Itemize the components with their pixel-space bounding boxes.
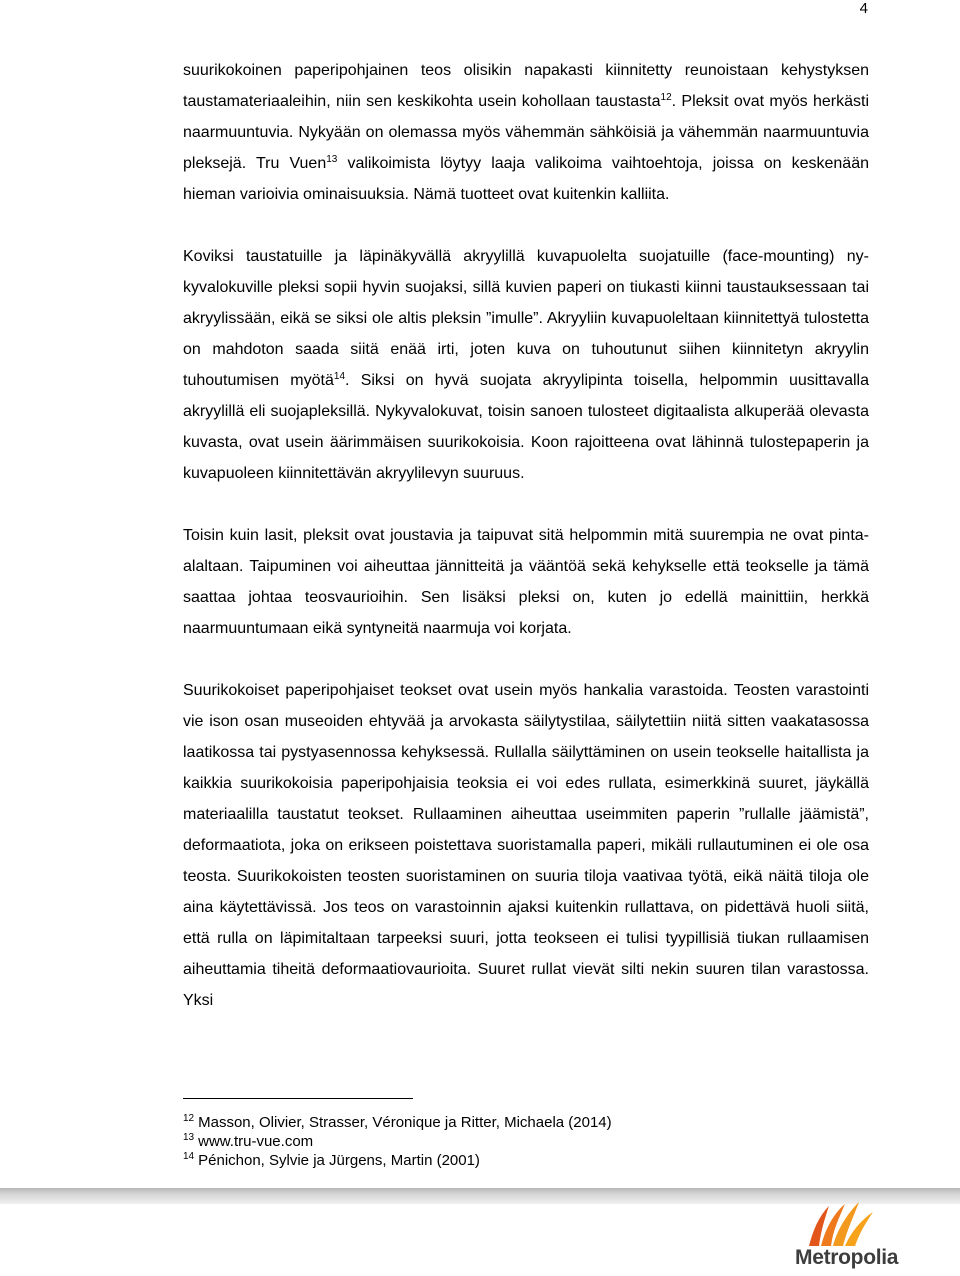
footnote-number: 12 <box>183 1113 195 1124</box>
footnote-text: Pénichon, Sylvie ja Jürgens, Martin (2001) <box>198 1152 480 1169</box>
footnotes <box>183 1113 869 1170</box>
footnote-ref: 12 <box>660 92 672 103</box>
footnote-text: www.tru-vue.com <box>198 1133 314 1150</box>
paragraph <box>183 241 869 489</box>
footnote <box>183 1132 869 1151</box>
logo-wordmark: Metropolia <box>795 1246 899 1269</box>
text-run: Suurikokoiset paperipohjaiset teokset ovat usein myös hankalia varastoida. Teosten varastointi vie ison osan museoiden ehtyvää ja arvokasta säilytystilaa, säilytettiin niitä sitten vaakatasossa laatikossa tai pystyasennossa kehyksessä. Rullalla säilyttäminen on usein teokselle haitallista ja kaikkia suurikokoisia paperipohjaisia teoksia ei voi edes rullata, esimerkkinä suuret, jäykällä materiaalilla taustatut teokset. Rullaaminen aiheuttaa useimmiten paperin ”rullalle jäämistä”, deformaatiota, joka on erikseen poistettava suoristamalla paperi, mikäli rullautuminen ei ole osa teosta. Suurikokoisten teosten suoristaminen on suuria tiloja vaativaa työtä, eikä näitä tiloja ole aina käytettävissä. Jos teos on varastoinnin ajaksi kuitenkin rullattava, on pidettävä huoli siitä, että rulla on läpimitaltaan tarpeeksi suuri, jotta teokseen ei tulisi tyypillisiä tiukan rullaamisen aiheuttamia tiheitä deformaatiovaurioita. Suuret rullat vievät silti nekin suuren tilan varastossa. Yksi <box>183 682 869 1009</box>
footnote <box>183 1113 869 1132</box>
text-run: suurikokoinen paperipohjainen teos olisikin napakasti kiinnitetty reunoistaan kehystyksen taustamateriaaleihin, niin sen keskikohta usein kohollaan taustasta <box>183 62 869 110</box>
footnote-ref: 14 <box>333 371 346 382</box>
paragraph <box>183 520 869 644</box>
footnote-separator <box>183 1098 413 1099</box>
flame-logo-icon <box>805 1200 885 1248</box>
text-run: . Pleksit ovat myös herkästi naarmuuntuvia. Nykyään on olemassa myös vähemmän sähköisiä ja vähemmän naarmuuntuvia pleksejä. Tru Vuen <box>183 93 869 172</box>
text-run: valikoimista löytyy laaja valikoima vaihtoehtoja, joissa on keskenään hieman varioivia ominaisuuksia. Nämä tuotteet ovat kuitenkin kalliita. <box>183 155 870 203</box>
body-text <box>183 55 869 1047</box>
paragraph <box>183 55 869 210</box>
text-run: Toisin kuin lasit, pleksit ovat joustavia ja taipuvat sitä helpommin mitä suurempia ne ovat pinta-alaltaan. Taipuminen voi aiheuttaa jännitteitä ja vääntöä sekä kehykselle että teokselle ja tämä saattaa johtaa teosvaurioihin. Sen lisäksi pleksi on, kuten jo edellä mainittiin, herkkä naarmuuntumaan eikä syntyneitä naarmuja voi korjata. <box>183 527 869 637</box>
footnote-text: Masson, Olivier, Strasser, Véronique ja Ritter, Michaela (2014) <box>198 1114 612 1131</box>
footnote-number: 13 <box>183 1132 195 1143</box>
page-number: 4 <box>859 0 868 17</box>
paragraph <box>183 675 869 1016</box>
footnote <box>183 1151 869 1170</box>
metropolia-logo <box>795 1200 925 1272</box>
footnote-number: 14 <box>183 1151 195 1162</box>
footnote-ref: 13 <box>326 154 338 165</box>
text-run: Koviksi taustatuille ja läpinäkyvällä akryylillä kuvapuolelta suojatuille (face-mounting) nykyvalokuville pleksi sopii hyvin suojaksi, sillä kuvien paperi on tiukasti kiinni taustauksessaan tai akryylissään, eikä se siksi ole altis pleksin ”imulle”. Akryyliin kuvapuoleltaan kiinnitettyä tulostetta on mahdoton saada siitä enää irti, joten kuva on tuhoutunut siihen kiinnitetyn akryylin tuhoutumisen myötä <box>183 248 869 389</box>
text-run: . Siksi on hyvä suojata akryylipinta toisella, helpommin uusittavalla akryylillä eli suojapleksillä. Nykyvalokuvat, toisin sanoen tulosteet digitaalista alkuperää olevasta kuvasta, ovat usein äärimmäisen suurikokoisia. Koon rajoitteena ovat lähinnä tulostepaperin ja kuvapuoleen kiinnitettävän akryylilevyn suuruus. <box>183 372 870 482</box>
